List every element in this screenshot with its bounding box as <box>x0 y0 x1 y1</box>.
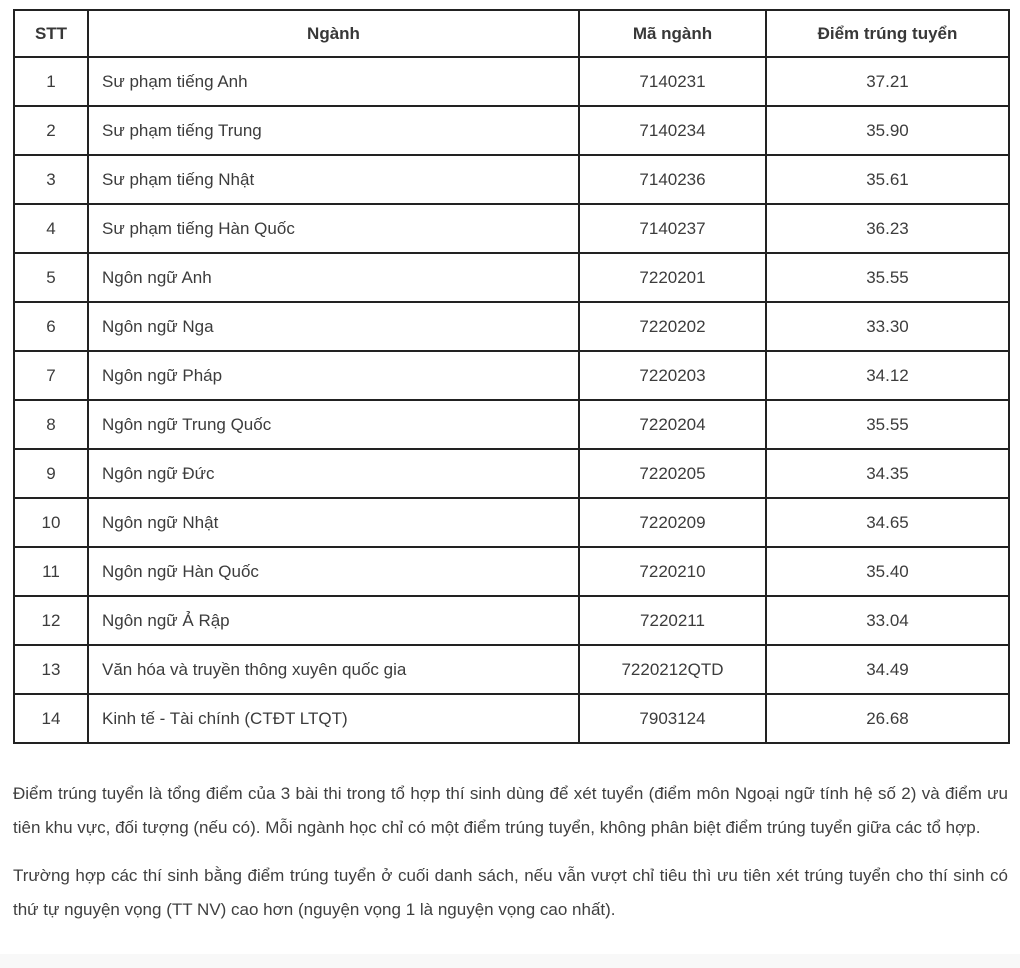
score-cell: 34.12 <box>766 351 1009 400</box>
major-cell: Ngôn ngữ Ả Rập <box>88 596 579 645</box>
stt-cell: 3 <box>14 155 88 204</box>
note-paragraph-tiebreak: Trường hợp các thí sinh bằng điểm trúng tuyển ở cuối danh sách, nếu vẫn vượt chỉ tiêu thì ưu tiên xét trúng tuyển cho thí sinh có thứ tự nguyện vọng (TT NV) cao hơn (nguyện vọng 1 là nguyện vọng cao nhất). <box>13 866 1008 919</box>
score-cell: 26.68 <box>766 694 1009 743</box>
score-cell: 33.30 <box>766 302 1009 351</box>
stt-cell: 5 <box>14 253 88 302</box>
explanatory-notes <box>13 777 1008 927</box>
score-cell: 35.40 <box>766 547 1009 596</box>
major-cell: Ngôn ngữ Trung Quốc <box>88 400 579 449</box>
stt-cell: 11 <box>14 547 88 596</box>
major-cell: Ngôn ngữ Đức <box>88 449 579 498</box>
score-cell: 33.04 <box>766 596 1009 645</box>
table-row <box>14 645 1009 694</box>
header-diem-trung-tuyen: Điểm trúng tuyển <box>766 10 1009 57</box>
table-row <box>14 204 1009 253</box>
score-cell: 34.65 <box>766 498 1009 547</box>
code-cell: 7140234 <box>579 106 766 155</box>
score-cell: 35.55 <box>766 400 1009 449</box>
code-cell: 7220212QTD <box>579 645 766 694</box>
table-header-row <box>14 10 1009 57</box>
header-nganh: Ngành <box>88 10 579 57</box>
major-cell: Ngôn ngữ Hàn Quốc <box>88 547 579 596</box>
stt-cell: 10 <box>14 498 88 547</box>
stt-cell: 12 <box>14 596 88 645</box>
stt-cell: 1 <box>14 57 88 106</box>
score-cell: 34.35 <box>766 449 1009 498</box>
table-row <box>14 400 1009 449</box>
stt-cell: 4 <box>14 204 88 253</box>
table-row <box>14 57 1009 106</box>
table-row <box>14 596 1009 645</box>
table-row <box>14 547 1009 596</box>
score-cell: 36.23 <box>766 204 1009 253</box>
code-cell: 7140231 <box>579 57 766 106</box>
major-cell: Ngôn ngữ Nga <box>88 302 579 351</box>
stt-cell: 7 <box>14 351 88 400</box>
major-cell: Sư phạm tiếng Hàn Quốc <box>88 204 579 253</box>
code-cell: 7220205 <box>579 449 766 498</box>
code-cell: 7140237 <box>579 204 766 253</box>
code-cell: 7220201 <box>579 253 766 302</box>
major-cell: Sư phạm tiếng Nhật <box>88 155 579 204</box>
admission-scores-table <box>13 9 1010 744</box>
stt-cell: 13 <box>14 645 88 694</box>
table-row <box>14 253 1009 302</box>
stt-cell: 6 <box>14 302 88 351</box>
header-ma-nganh: Mã ngành <box>579 10 766 57</box>
major-cell: Văn hóa và truyền thông xuyên quốc gia <box>88 645 579 694</box>
code-cell: 7220210 <box>579 547 766 596</box>
header-stt: STT <box>14 10 88 57</box>
major-cell: Kinh tế - Tài chính (CTĐT LTQT) <box>88 694 579 743</box>
code-cell: 7220211 <box>579 596 766 645</box>
code-cell: 7220204 <box>579 400 766 449</box>
stt-cell: 8 <box>14 400 88 449</box>
code-cell: 7220203 <box>579 351 766 400</box>
score-cell: 35.90 <box>766 106 1009 155</box>
major-cell: Sư phạm tiếng Anh <box>88 57 579 106</box>
note-paragraph-scoring: Điểm trúng tuyển là tổng điểm của 3 bài thi trong tổ hợp thí sinh dùng để xét tuyển (điểm môn Ngoại ngữ tính hệ số 2) và điểm ưu tiên khu vực, đối tượng (nếu có). Mỗi ngành học chỉ có một điểm trúng tuyển, không phân biệt điểm trúng tuyển giữa các tổ hợp. <box>13 784 1008 837</box>
stt-cell: 9 <box>14 449 88 498</box>
table-row <box>14 498 1009 547</box>
code-cell: 7220209 <box>579 498 766 547</box>
table-row <box>14 351 1009 400</box>
code-cell: 7903124 <box>579 694 766 743</box>
table-row <box>14 302 1009 351</box>
code-cell: 7140236 <box>579 155 766 204</box>
table-row <box>14 155 1009 204</box>
score-cell: 35.55 <box>766 253 1009 302</box>
major-cell: Ngôn ngữ Nhật <box>88 498 579 547</box>
stt-cell: 14 <box>14 694 88 743</box>
page-bottom-edge <box>0 954 1020 968</box>
table-row <box>14 694 1009 743</box>
code-cell: 7220202 <box>579 302 766 351</box>
score-cell: 37.21 <box>766 57 1009 106</box>
major-cell: Sư phạm tiếng Trung <box>88 106 579 155</box>
stt-cell: 2 <box>14 106 88 155</box>
major-cell: Ngôn ngữ Pháp <box>88 351 579 400</box>
table-row <box>14 449 1009 498</box>
table-row <box>14 106 1009 155</box>
score-cell: 34.49 <box>766 645 1009 694</box>
score-cell: 35.61 <box>766 155 1009 204</box>
major-cell: Ngôn ngữ Anh <box>88 253 579 302</box>
